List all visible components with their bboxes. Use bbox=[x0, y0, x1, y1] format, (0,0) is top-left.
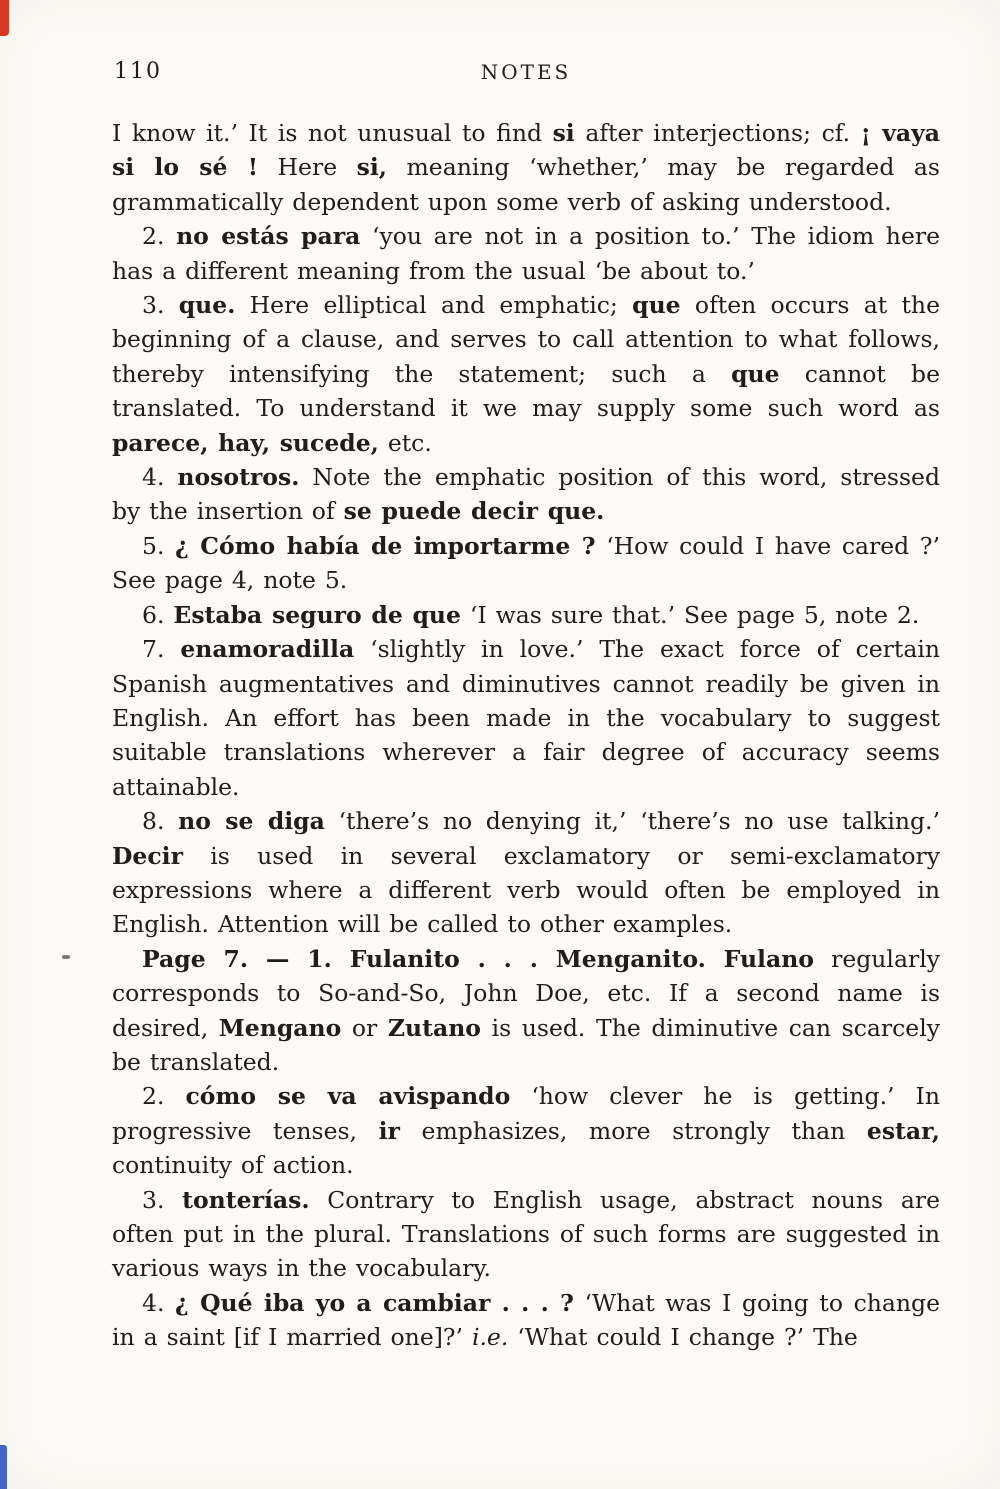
text-run: or bbox=[341, 1013, 388, 1042]
scan-mark-top bbox=[0, 0, 9, 36]
text-run: Here elliptical and emphatic; bbox=[235, 291, 633, 320]
paragraph bbox=[112, 1183, 940, 1286]
page-body bbox=[112, 116, 940, 1355]
text-run: etc. bbox=[378, 428, 432, 457]
paragraph bbox=[112, 942, 940, 1080]
page-header bbox=[112, 56, 940, 90]
text-run: ‘slightly in love.’ The exact force of certain Spanish augmentatives and diminutives cannot readily be given in English. An effort has been made in the vocabulary to suggest suitable translations wherever a fair degree of accuracy seems attainable. bbox=[112, 635, 940, 801]
text-run: continuity of action. bbox=[112, 1151, 354, 1180]
text-run: 3. bbox=[142, 291, 179, 320]
text-run: cannot be translated. To understand it we may supply some such word as bbox=[112, 359, 940, 423]
text-run: I know it.’ It is not unusual to find bbox=[112, 119, 553, 147]
bold-phrase: no se diga bbox=[178, 807, 325, 836]
text-run: ‘How could I have cared ?’ See page 4, note 5. bbox=[112, 531, 940, 595]
paragraph bbox=[112, 529, 940, 598]
bold-phrase: que bbox=[731, 359, 780, 388]
text-run: often occurs at the beginning of a clause, and serves to call attention to what follows, thereby intensifying the statement; such a bbox=[112, 291, 940, 388]
text-run: 6. bbox=[142, 600, 174, 629]
bold-phrase: nosotros. bbox=[177, 463, 300, 492]
bold-phrase: ¿ Qué iba yo a cambiar . . . ? bbox=[175, 1288, 574, 1317]
text-run: meaning ‘whether,’ may be regarded as grammatically dependent upon some verb of asking understood. bbox=[112, 153, 940, 216]
paragraph bbox=[112, 632, 940, 804]
text-run: Here bbox=[258, 153, 357, 182]
bold-phrase: estar, bbox=[866, 1116, 940, 1145]
paragraph bbox=[112, 1286, 940, 1355]
italic-phrase: i.e. bbox=[471, 1323, 509, 1352]
text-run: ‘I was sure that.’ See page 5, note 2. bbox=[460, 600, 920, 629]
bold-phrase: Page 7. — 1. Fulanito . . . Menganito. Fulano bbox=[142, 944, 814, 973]
bold-phrase: si, bbox=[356, 153, 387, 182]
bold-phrase: Zutano bbox=[387, 1013, 481, 1042]
text-run: 7. bbox=[142, 635, 181, 664]
page-content bbox=[112, 56, 940, 1355]
paragraph bbox=[112, 598, 940, 632]
text-run: ‘how clever he is getting.’ In progressive tenses, bbox=[112, 1082, 940, 1145]
bold-phrase: que bbox=[632, 291, 681, 320]
text-run: Note the emphatic position of this word, stressed by the insertion of bbox=[112, 463, 940, 526]
bold-phrase: Mengano bbox=[218, 1013, 342, 1042]
text-run: after interjections; cf. bbox=[574, 119, 861, 147]
bold-phrase: parece, hay, sucede, bbox=[112, 428, 379, 457]
paragraph bbox=[112, 1079, 940, 1182]
scan-mark-bottom bbox=[0, 1445, 7, 1489]
text-run: 2. bbox=[142, 222, 177, 251]
page-number: 110 bbox=[114, 59, 162, 84]
text-run: ‘there’s no denying it,’ ‘there’s no use talking.’ bbox=[324, 807, 940, 836]
bold-phrase: no estás para bbox=[176, 222, 361, 251]
text-run: 4. bbox=[142, 1288, 176, 1317]
bold-phrase: Decir bbox=[112, 841, 183, 870]
text-run: regularly corresponds to So-and-So, John Doe, etc. If a second name is desired, bbox=[112, 944, 940, 1042]
text-run: ‘What could I change ?’ The bbox=[508, 1323, 858, 1352]
bold-phrase: ¡ vaya si lo sé ! bbox=[112, 119, 941, 182]
text-run: Contrary to English usage, abstract nouns are often put in the plural. Translations of such forms are suggested in various ways in the vocabulary. bbox=[112, 1185, 940, 1283]
bold-phrase: tonterías. bbox=[182, 1185, 310, 1214]
paragraph bbox=[112, 460, 940, 529]
text-run: 4. bbox=[142, 463, 178, 492]
bold-phrase: enamoradilla bbox=[180, 635, 355, 664]
paragraph bbox=[112, 288, 940, 460]
text-run: 8. bbox=[142, 807, 179, 836]
bold-phrase: ¿ Cómo había de importarme ? bbox=[175, 531, 596, 560]
bold-phrase: ir bbox=[378, 1116, 400, 1145]
text-run: 3. bbox=[142, 1185, 183, 1214]
running-header: NOTES bbox=[480, 60, 572, 84]
paragraph bbox=[112, 219, 940, 288]
text-run: emphasizes, more strongly than bbox=[399, 1116, 867, 1145]
text-run: 2. bbox=[142, 1082, 186, 1111]
paragraph bbox=[112, 116, 940, 219]
bold-phrase: que. bbox=[178, 291, 236, 320]
text-run: is used in several exclamatory or semi-exclamatory expressions where a different verb would often be employed in English. Attention will be called to other examples. bbox=[112, 841, 940, 939]
paragraph bbox=[112, 804, 940, 942]
text-run: ‘What was I going to change in a saint [if I married one]?’ bbox=[112, 1288, 940, 1352]
bold-phrase: cómo se va avispando bbox=[185, 1082, 511, 1111]
text-run: is used. The diminutive can scarcely be translated. bbox=[112, 1013, 940, 1076]
scan-artifact-dot bbox=[62, 955, 70, 959]
bold-phrase: si bbox=[552, 119, 575, 147]
bold-phrase: se puede decir que. bbox=[343, 497, 605, 526]
bold-phrase: Estaba seguro de que bbox=[173, 600, 461, 629]
text-run: ‘you are not in a position to.’ The idiom here has a different meaning from the usual ‘be about to.’ bbox=[112, 222, 940, 285]
text-run: 5. bbox=[142, 531, 176, 560]
